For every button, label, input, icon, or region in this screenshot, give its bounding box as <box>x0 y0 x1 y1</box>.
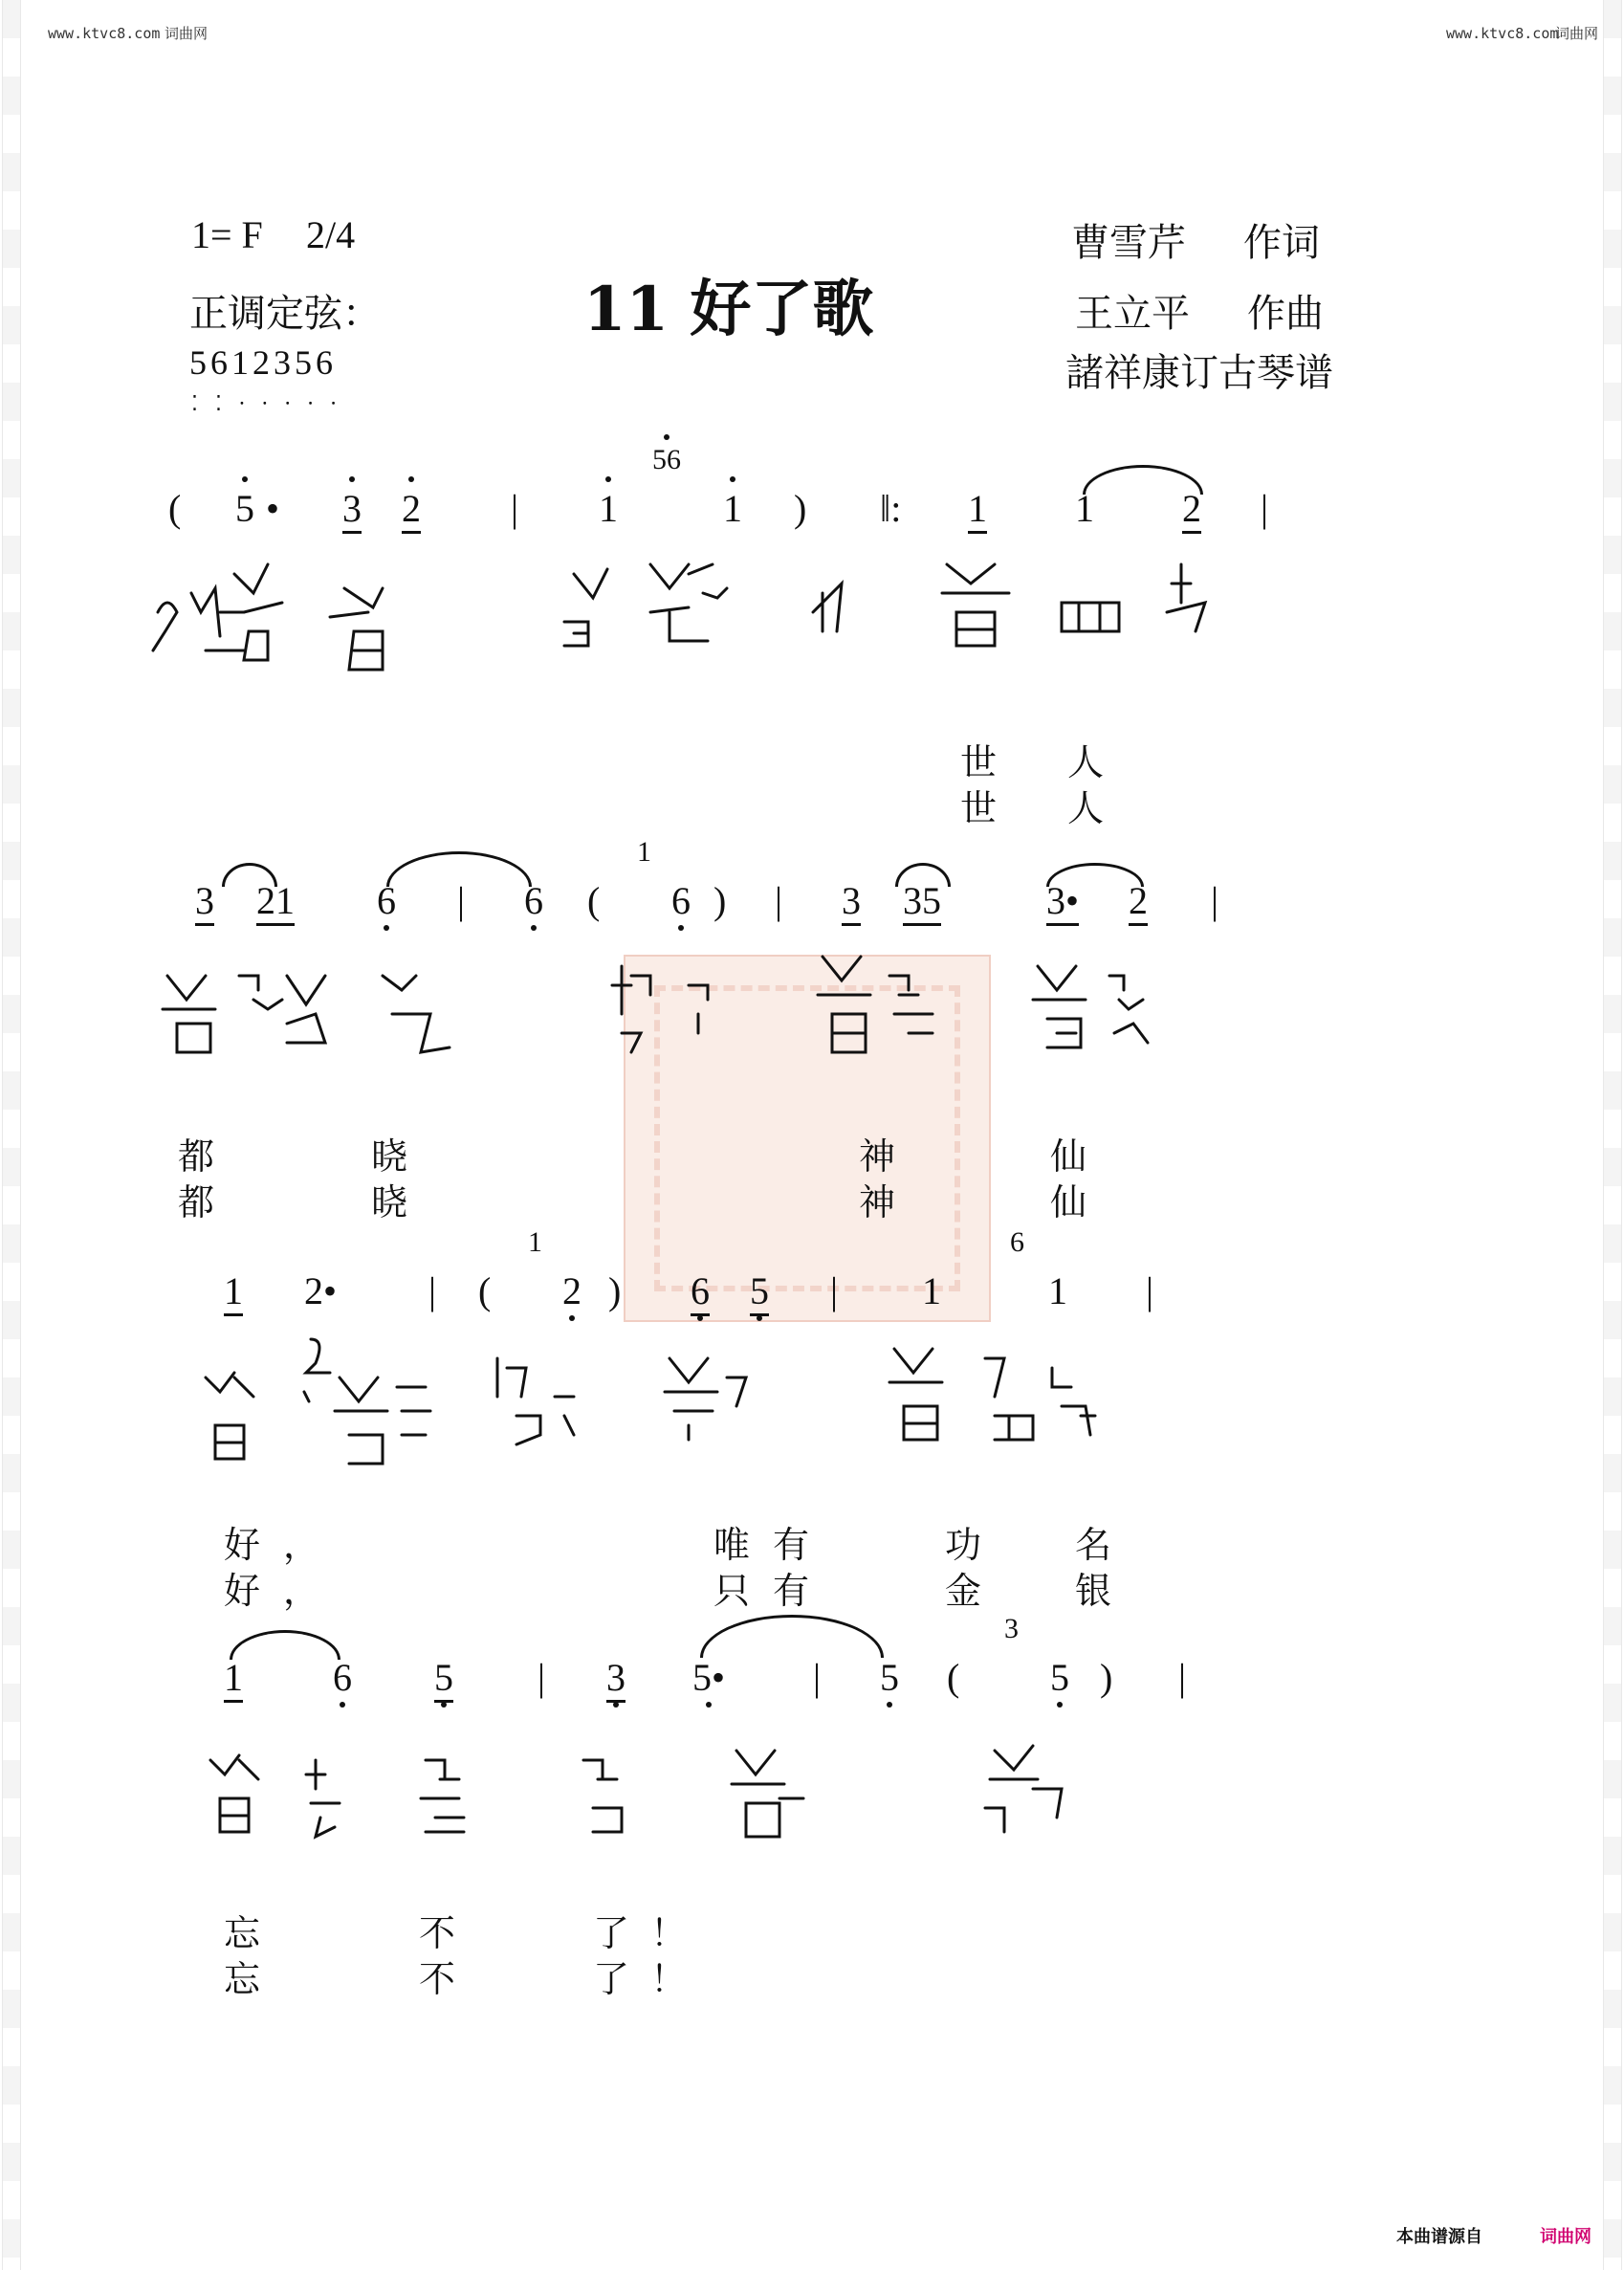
barline: | <box>775 879 783 922</box>
lyric-v2: 神 <box>859 1181 896 1223</box>
note: ) <box>794 487 807 530</box>
note: 1 <box>922 1269 941 1312</box>
note: 6 <box>524 879 543 922</box>
note: ( <box>587 879 601 922</box>
note: 6 <box>377 879 396 922</box>
note: 3 <box>842 878 861 926</box>
lyric-v2: 不 <box>419 1958 456 2000</box>
lyric-v2: 晓 <box>371 1181 408 1223</box>
watermark-right-name: 词曲网 <box>1555 25 1599 42</box>
lyric-v2: 金 <box>945 1570 982 1612</box>
grace-note: 3 <box>1004 1613 1019 1644</box>
watermark-left-name: 词曲网 <box>165 25 208 42</box>
slur <box>386 851 532 887</box>
note: 2 <box>402 486 421 534</box>
barline: | <box>1261 487 1269 530</box>
slur <box>895 863 951 887</box>
tuning-note: 3 <box>274 343 295 382</box>
lyric-v2: 只 <box>713 1570 751 1612</box>
note: 5 <box>880 1656 899 1699</box>
composer-role: 作曲 <box>1247 292 1324 336</box>
lyric-v1: 功 <box>945 1524 982 1566</box>
footer-source-label: 本曲谱源自 <box>1396 2227 1482 2247</box>
barline: | <box>1178 1656 1187 1699</box>
lyric-v2: 忘 <box>224 1958 261 2000</box>
tuning-notes <box>189 342 337 383</box>
right-watermark-strip <box>1603 0 1622 2270</box>
barline: | <box>1211 879 1219 922</box>
note: 3 <box>606 1655 625 1703</box>
note: ( <box>168 487 182 530</box>
lyric-v1: 了 <box>593 1912 630 1954</box>
note: ( <box>478 1269 492 1312</box>
lyric-v1: ！ <box>650 1912 688 1954</box>
composer-name: 王立平 <box>1075 292 1190 336</box>
barline: | <box>428 1269 437 1312</box>
lyric-v1: 有 <box>773 1524 810 1566</box>
lyric-v2: 世 <box>960 787 998 829</box>
note: 35 <box>903 878 941 926</box>
key-signature: 1= F <box>191 213 263 256</box>
note: 1 <box>1048 1269 1067 1312</box>
note: 1 <box>224 1655 243 1703</box>
note: 1 <box>224 1268 243 1316</box>
slur <box>222 863 277 887</box>
lyric-v1: 不 <box>419 1912 456 1954</box>
tuning-note: 5 <box>295 343 316 382</box>
lyric-v1: ， <box>283 1524 320 1566</box>
lyric-v2: 了 <box>593 1958 630 2000</box>
tuning-label: 正调定弦： <box>189 292 381 336</box>
slur <box>230 1630 340 1660</box>
grace-note: 1 <box>528 1226 542 1258</box>
lyric-v2: 银 <box>1075 1570 1112 1612</box>
grace-note: 1 <box>637 836 651 868</box>
note: 1 <box>599 487 618 530</box>
lyricist-role: 作词 <box>1243 221 1320 265</box>
lyric-v1: 都 <box>178 1135 215 1178</box>
note: 1 <box>1075 487 1094 530</box>
lyric-v2: 仙 <box>1050 1181 1087 1223</box>
time-signature: 2/4 <box>306 213 356 256</box>
tuning-dots: ⁚⁚⸱⸱⸱⸱⸱ <box>191 392 354 416</box>
note: 1 <box>968 486 987 534</box>
tuning-note: 1 <box>231 343 252 382</box>
lyric-v1: 好 <box>224 1524 261 1566</box>
note: 5 <box>750 1268 769 1316</box>
lyric-v1: 唯 <box>713 1524 751 1566</box>
lyric-v1: 名 <box>1075 1524 1112 1566</box>
lyric-v1: 忘 <box>224 1912 261 1954</box>
arranger: 諸祥康订古琴谱 <box>1065 351 1333 395</box>
seal-stamp <box>624 955 991 1322</box>
tuning-note: 5 <box>189 343 210 382</box>
watermark-right-url: www.ktvc8.com <box>1446 25 1559 42</box>
note: 5 <box>434 1655 453 1703</box>
barline: | <box>457 879 466 922</box>
page-title: 11 好了歌 <box>583 274 874 345</box>
note: ( <box>947 1656 960 1699</box>
note: 5 <box>1050 1656 1069 1699</box>
note: ) <box>713 879 727 922</box>
note: 3 <box>195 878 214 926</box>
watermark-left-url: www.ktvc8.com <box>48 25 161 42</box>
left-watermark-strip <box>2 0 21 2270</box>
note: 2 <box>562 1269 582 1312</box>
barline: | <box>538 1656 546 1699</box>
note: 2 <box>1129 878 1148 926</box>
note: ) <box>1100 1656 1113 1699</box>
lyric-v2: ， <box>283 1570 320 1612</box>
note: 21 <box>256 878 295 926</box>
repeat-sign: ‖: <box>880 487 902 530</box>
tuning-note: 2 <box>252 343 274 382</box>
footer-site-link[interactable]: 词曲网 <box>1540 2227 1591 2247</box>
lyric-v2: 都 <box>178 1181 215 1223</box>
note: 1 <box>723 487 742 530</box>
slur <box>1083 465 1203 495</box>
barline: | <box>813 1656 822 1699</box>
lyric-v2: 有 <box>773 1570 810 1612</box>
tuning-note: 6 <box>316 343 337 382</box>
lyric-v1: 仙 <box>1050 1135 1087 1178</box>
grace-note: 6 <box>1010 1226 1024 1258</box>
note: 6 <box>333 1656 352 1699</box>
lyricist-name: 曹雪芹 <box>1071 221 1186 265</box>
lyric-v1: 世 <box>960 741 998 783</box>
barline: | <box>511 487 519 530</box>
note: • <box>266 487 280 530</box>
note: 2 <box>1182 486 1201 534</box>
slur <box>700 1615 884 1658</box>
grace-note: 56 <box>652 444 681 475</box>
note: 6 <box>671 879 691 922</box>
slur <box>1046 863 1144 887</box>
lyric-v1: 晓 <box>371 1135 408 1178</box>
lyric-v1: 神 <box>859 1135 896 1178</box>
lyric-v2: 好 <box>224 1570 261 1612</box>
tuning-note: 6 <box>210 343 231 382</box>
note: 6 <box>691 1268 710 1316</box>
note: ) <box>608 1269 622 1312</box>
note: 3 <box>342 486 362 534</box>
lyric-v1: 人 <box>1067 741 1105 783</box>
barline: | <box>830 1269 839 1312</box>
note: 5 <box>235 487 254 530</box>
lyric-v2: 人 <box>1067 787 1105 829</box>
note: 3• <box>1046 878 1079 926</box>
note: 2• <box>304 1269 338 1312</box>
barline: | <box>1146 1269 1154 1312</box>
note: 5• <box>692 1656 726 1699</box>
lyric-v2: ！ <box>650 1958 688 2000</box>
